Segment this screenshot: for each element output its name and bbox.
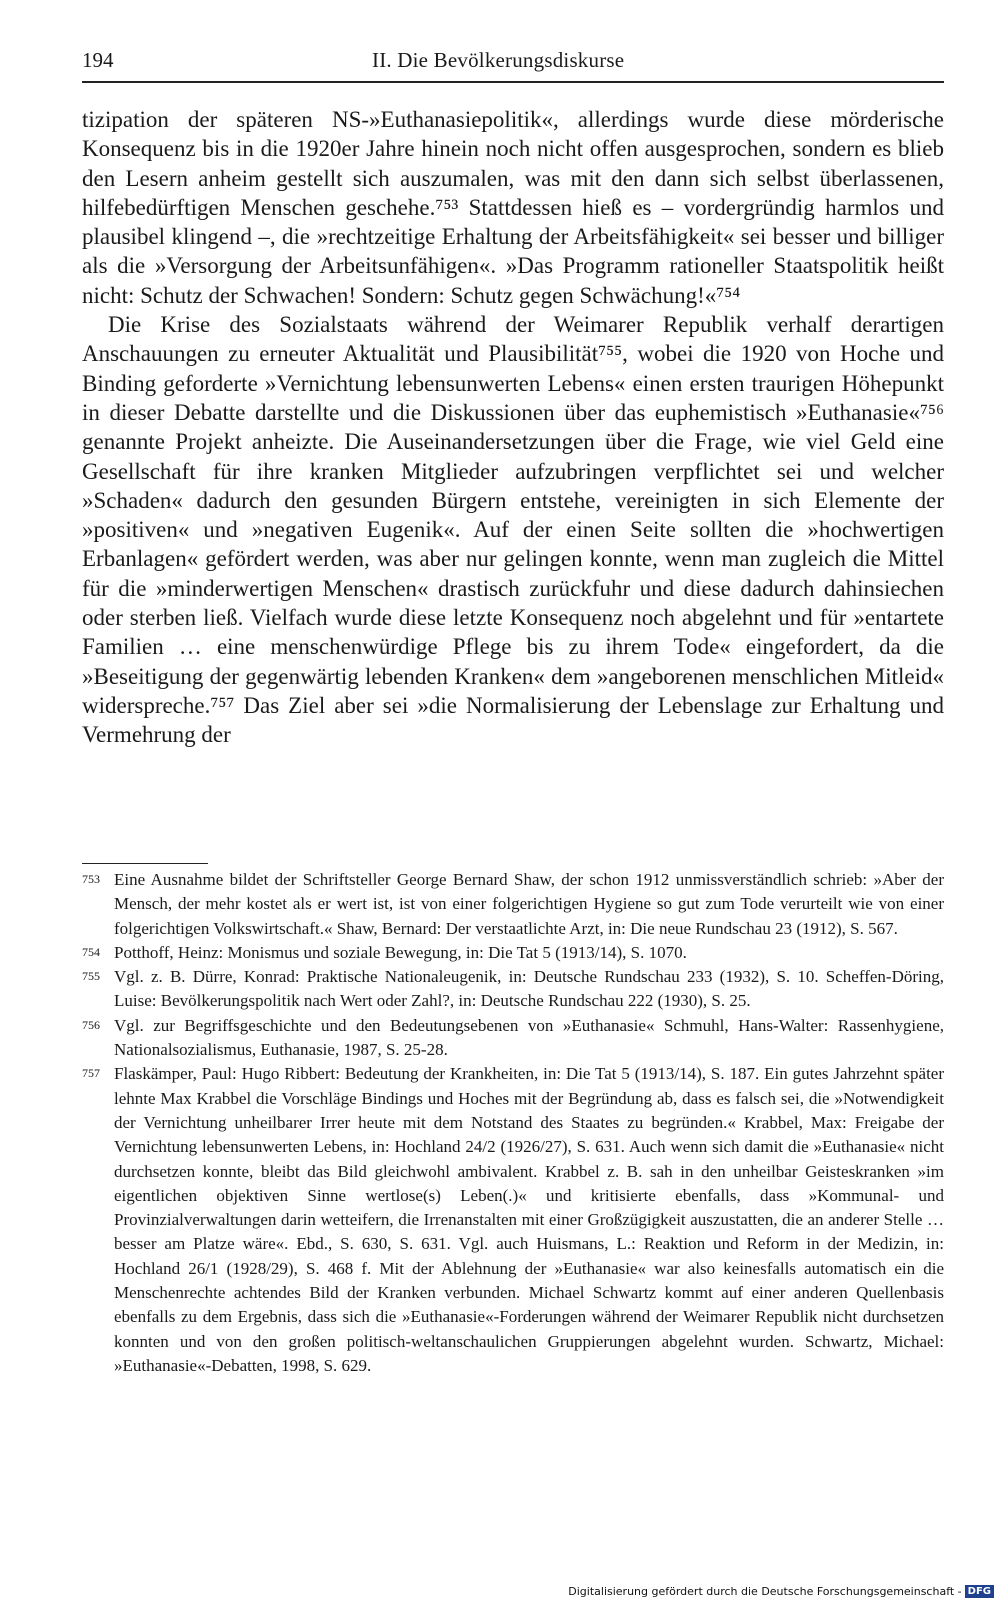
footnote-number: 756 bbox=[82, 1017, 100, 1032]
footnote-text: Potthoff, Heinz: Monismus und soziale Bewegung, in: Die Tat 5 (1913/14), S. 1070. bbox=[114, 942, 687, 962]
footnotes bbox=[82, 868, 944, 1378]
footnote-number: 754 bbox=[82, 944, 100, 959]
footnote-separator bbox=[82, 863, 208, 864]
digitization-text: Digitalisierung gefördert durch die Deutsche Forschungsgemeinschaft - bbox=[568, 1585, 962, 1598]
dfg-logo: DFG bbox=[965, 1585, 994, 1598]
footnote-text: Vgl. z. B. Dürre, Konrad: Praktische Nationaleugenik, in: Deutsche Rundschau 233 (1932), S. 10. Scheffen-Döring, Luise: Bevölkerungspolitik nach Wert oder Zahl?, in: Deutsche Rundschau 222 (1930), S. 25. bbox=[114, 967, 944, 1011]
page-header bbox=[82, 46, 944, 82]
footnote-755 bbox=[82, 965, 944, 1014]
body-paragraph-1: tizipation der späteren NS-»Euthanasiepolitik«, allerdings wurde diese mörderische Konsequenz bis in die 1920er Jahre hinein noch nicht offen ausgesprochen, sondern es blieb den Lesern anheim gestellt sich auszumalen, was mit den dann sich selbst überlassenen, hilfebedürftigen Menschen geschehe.⁷⁵³ Stattdessen hieß es – vordergründig harmlos und plausibel klingend –, die »rechtzeitige Erhaltung der Arbeitsfähigkeit« sei besser und billiger als die »Versorgung der Arbeitsunfähigen«. »Das Programm rationeller Staatspolitik heißt nicht: Schutz der Schwachen! Sondern: Schutz gegen Schwächung!«⁷⁵⁴ bbox=[82, 107, 944, 308]
footnote-756 bbox=[82, 1014, 944, 1063]
footnote-text: Vgl. zur Begriffsgeschichte und den Bedeutungsebenen von »Euthanasie« Schmuhl, Hans-Walter: Rassenhygiene, Nationalsozialismus, Euthanasie, 1987, S. 25-28. bbox=[114, 1015, 944, 1060]
footnote-number: 755 bbox=[82, 969, 100, 984]
page-number: 194 bbox=[82, 48, 114, 72]
footnote-text: Flaskämper, Paul: Hugo Ribbert: Bedeutung der Krankheiten, in: Die Tat 5 (1913/14), S. 187. Ein gutes Jahrzehnt später lehnte Max Krabbel die Vorschläge Bindings und Hoches mit der Begründung ab, dass es falsch sei, die »Notwendigkeit der Vernichtung unheilbarer Irrer heute mit dem Notstand des Staates zu begründen.« Krabbel, Max: Freigabe der Vernichtung lebensunwerten Lebens, in: Hochland 24/2 (1926/27), S. 631. Auch wenn sich damit die »Euthanasie« nicht durchsetzen konnte, bleibt das Bild gleichwohl ambivalent. Krabbel z. B. sah in den unheilbar Geisteskranken »im eigentlichen objektiven Sinne wertlose(s) Leben(.)« und kritisierte ebenfalls, dass »Kommunal- und Provinzialverwaltungen darin wetteifern, die Irrenanstalten mit einer Großzügigkeit auszustatten, die an anderer Stelle … besser am Platze wäre«. Ebd., S. 630, S. 631. Vgl. auch Huismans, L.: Reaktion und Reform in der Medizin, in: Hochland 26/1 (1928/29), S. 468 f. Mit der Ablehnung der »Euthanasie« war also keinesfalls automatisch ein die Menschenrechte achtendes Bild der Kranken verbunden. Michael Schwartz kommt auf einer anderen Quellenbasis ebenfalls zu dem Ergebnis, dass sich die »Euthanasie«-Forderungen während der Weimarer Republik nicht durchsetzen konnten und von den großen politisch-weltanschaulichen Gruppierungen abgelehnt wurden. Schwartz, Michael: »Euthanasie«-Debatten, 1998, S. 629. bbox=[114, 1064, 944, 1375]
footnote-754 bbox=[82, 941, 944, 965]
footnote-number: 753 bbox=[82, 872, 100, 886]
footnote-757 bbox=[82, 1062, 944, 1378]
main-text bbox=[82, 105, 944, 750]
header-rule bbox=[82, 81, 944, 83]
running-head: II. Die Bevölkerungsdiskurse bbox=[372, 48, 625, 72]
footnote-753 bbox=[82, 868, 944, 941]
body-paragraph-2: Die Krise des Sozialstaats während der Weimarer Republik verhalf derartigen Anschauungen zu erneuter Aktualität und Plausibilität⁷⁵⁵, wobei die 1920 von Hoche und Binding geforderte »Vernichtung lebensunwerten Lebens« einen ersten traurigen Höhepunkt in dieser Debatte darstellte und die Diskussionen über das euphemistisch »Euthanasie«⁷⁵⁶ genannte Projekt anheizte. Die Auseinandersetzungen über die Frage, wie viel Geld eine Gesellschaft für ihre kranken Mitglieder aufzubringen verpflichtet sei und welcher »Schaden« dadurch den gesunden Bürgern entstehe, vereinigten in sich Elemente der »positiven« und »negativen Eugenik«. Auf der einen Seite sollten die »hochwertigen Erbanlagen« gefördert werden, was aber nur gelingen konnte, wenn man zugleich die Mittel für die »minderwertigen Menschen« drastisch zurückfuhr und diese dadurch dahinsiechen oder sterben ließ. Vielfach wurde diese letzte Konsequenz noch abgelehnt und für »entartete Familien … eine menschenwürdige Pflege bis zu ihrem Tode« eingefordert, da die »Beseitigung der gegenwärtig lebenden Kranken« dem »angeborenen menschlichen Mitleid« widerspreche.⁷⁵⁷ Das Ziel aber sei »die Normalisierung der Lebenslage zur Erhaltung und Vermehrung der bbox=[82, 312, 944, 748]
footnote-text: Eine Ausnahme bildet der Schriftsteller George Bernard Shaw, der schon 1912 unmissverständlich schrieb: »Aber der Mensch, der mehr kostet als er wert ist, ist von einer folgerichtigen Hygiene so gut zum Tode verurteilt wie von einer folgerichtigen Volkswirtschaft.« Shaw, Bernard: Der verstaatlichte Arzt, in: Die neue Rundschau 23 (1912), S. 567. bbox=[114, 870, 944, 938]
footnote-number: 757 bbox=[82, 1066, 100, 1081]
digitization-note bbox=[568, 1584, 994, 1599]
